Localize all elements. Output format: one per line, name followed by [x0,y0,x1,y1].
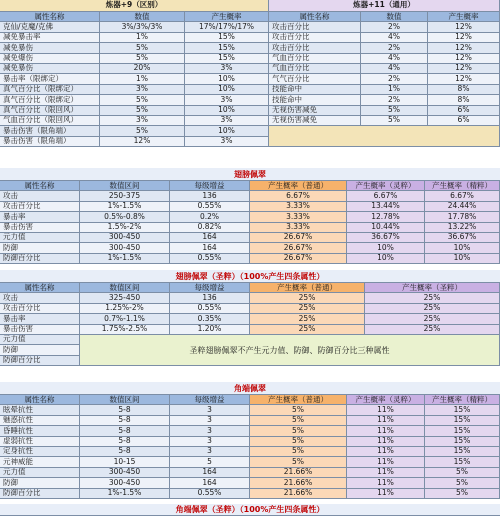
cell: 攻击 [0,191,80,201]
table-row [0,304,500,314]
cell: 12.78% [347,212,425,222]
col-header: 数值区间 [80,283,170,293]
cell: 虚弱抗性 [0,437,80,447]
table-row [0,254,500,264]
cell: 11% [347,468,425,478]
cell: 元神威能 [0,457,80,467]
table-row [269,22,500,32]
table-row [269,116,500,126]
cell: 3% [185,64,269,74]
table-row [0,468,500,478]
cell: 眩晕抗性 [0,405,80,415]
cell: 2% [361,74,428,84]
cell: 3% [185,116,269,126]
col-header: 属性名称 [269,12,361,22]
cell: 25% [250,325,365,335]
col-header: 数值区间 [80,181,170,191]
table-row [0,233,500,243]
cell: 21.66% [250,489,347,499]
cell: 3% [100,116,185,126]
cell: 250-375 [80,191,170,201]
cell: 17.78% [425,212,500,222]
cell: 昏睡抗性 [0,426,80,436]
table-row [0,489,500,499]
col-header: 产生概率（圣粹） [365,283,500,293]
cell: 1%-1.5% [80,489,170,499]
table-row [0,243,500,253]
table-row [0,95,269,105]
cell: 5-8 [80,416,170,426]
cell: 12% [428,54,500,64]
header-row [0,283,500,293]
cell: 5% [100,43,185,53]
cell: 26.67% [250,233,347,243]
cell: 1% [100,74,185,84]
table-row [269,85,500,95]
cell: 1.25%-2% [80,304,170,314]
cell: 5-8 [80,426,170,436]
right-table-title: 炼器+11（通用） [269,0,500,12]
cell: 暴击伤害 [0,325,80,335]
blank-fill [269,126,500,147]
cell: 136 [170,191,250,201]
table-row [0,457,500,467]
cell: 300-450 [80,243,170,253]
cell: 11% [347,447,425,457]
col-header: 产生概率 [428,12,500,22]
section-title: 角端佩翠 [0,382,500,395]
col-header: 属性名称 [0,12,100,22]
right-table-body [269,22,500,147]
cell: 3.33% [250,223,347,233]
cell: 1.75%-2.5% [80,325,170,335]
cell: 25% [250,304,365,314]
cell: 攻击百分比 [0,304,80,314]
cell: 0.35% [170,314,250,324]
cell: 防御 [0,243,80,253]
cell: 克仙/克魔/克佛 [0,22,100,32]
cell: 3.33% [250,212,347,222]
top-header-row [0,12,500,22]
table-row [0,106,269,116]
table-row [0,437,500,447]
cell: 21.66% [250,468,347,478]
cell: 15% [425,426,500,436]
cell: 10-15 [80,457,170,467]
cell: 0.55% [170,202,250,212]
cell: 0.82% [170,223,250,233]
cell: 11% [347,405,425,415]
table-row [269,106,500,116]
cell: 减免爆伤 [0,54,100,64]
cell: 防御 [0,478,80,488]
table-row [0,126,269,136]
cell: 11% [347,437,425,447]
cell: 10% [425,254,500,264]
cell: 定身抗性 [0,447,80,457]
cell: 攻击百分比 [269,43,361,53]
cell: 4% [361,64,428,74]
cell: 13.22% [425,223,500,233]
cell: 5% [250,416,347,426]
cell: 11% [347,489,425,499]
cell: 12% [428,74,500,84]
col-header: 产生概率（灵粹） [347,395,425,405]
cell: 25% [250,314,365,324]
top-title-row [0,0,500,12]
cell: 3 [170,437,250,447]
cell: 11% [347,457,425,467]
cell: 5% [100,95,185,105]
left-table-title: 炼器+9（区别） [0,0,269,12]
cell: 减免暴伤 [0,64,100,74]
col-header: 属性名称 [0,395,80,405]
cell: 25% [365,314,500,324]
cell: 暴击伤害 [0,223,80,233]
cell: 1.5%-2% [80,223,170,233]
table-row [0,22,269,32]
cell: 26.67% [250,254,347,264]
wing-section [0,168,500,270]
cell: 5% [425,489,500,499]
table-row [0,447,500,457]
cell: 0.55% [170,254,250,264]
table-row [0,405,500,415]
table-row [269,64,500,74]
cell: 15% [185,33,269,43]
col-header: 产生概率 [185,12,269,22]
cell: 防御百分比 [0,356,80,366]
wing-holy-section [0,270,500,382]
cell: 气血百分比 [269,54,361,64]
table-row [0,64,269,74]
header-row [0,395,500,405]
left-table-body [0,22,269,147]
cell: 15% [425,437,500,447]
cell: 3 [170,416,250,426]
cell: 11% [347,416,425,426]
cell: 17%/17%/17% [185,22,269,32]
cell: 164 [170,478,250,488]
cell: 3%/3%/3% [100,22,185,32]
cell: 3 [170,447,250,457]
cell: 15% [425,416,500,426]
table-row [269,74,500,84]
cell: 25% [250,293,365,303]
cell: 5% [250,437,347,447]
cell: 10.44% [347,223,425,233]
cell: 0.55% [170,489,250,499]
cell: 325-450 [80,293,170,303]
cell: 攻击百分比 [269,33,361,43]
cell: 164 [170,243,250,253]
cell: 5% [361,116,428,126]
cell: 4% [361,54,428,64]
cell: 10% [185,85,269,95]
cell: 真气百分比（限绑定） [0,95,100,105]
cell: 防御 [0,345,80,355]
col-header: 每级增益 [170,395,250,405]
cell: 3% [100,85,185,95]
cell: 5% [250,457,347,467]
cell: 无视伤害减免 [269,106,361,116]
table-row [0,74,269,84]
col-header: 数值区间 [80,395,170,405]
cell: 真气百分比（限绑定） [0,85,100,95]
col-header: 每级增益 [170,283,250,293]
table-row [0,54,269,64]
cell: 12% [428,33,500,43]
cell: 15% [425,447,500,457]
table-row [0,85,269,95]
cell: 防御百分比 [0,254,80,264]
cell: 气血百分比（限回风） [0,116,100,126]
table-row [0,191,500,201]
cell: 元力值 [0,468,80,478]
note-text: 圣粹翅膀佩翠不产生元力值、防御、防御百分比三种属性 [80,335,500,366]
cell: 12% [428,43,500,53]
cell: 0.55% [170,304,250,314]
table-row [0,356,80,366]
cell: 技能命中 [269,95,361,105]
cell: 300-450 [80,468,170,478]
cell: 1% [100,33,185,43]
cell: 164 [170,233,250,243]
header-row [0,181,500,191]
table-row [269,33,500,43]
cell: 1% [361,85,428,95]
section-title: 翅膀佩翠（圣粹）（100%产生四条属性） [0,270,500,283]
cell: 20% [100,64,185,74]
col-header: 产生概率（普通） [250,395,347,405]
cell: 10% [185,126,269,136]
cell: 5% [250,426,347,436]
cell: 6% [428,116,500,126]
section-title: 角端佩翠（圣粹）（100%产生四条属性） [0,504,500,516]
cell: 1%-1.5% [80,254,170,264]
cell: 3% [185,137,269,147]
cell: 攻击 [0,293,80,303]
cell: 3.33% [250,202,347,212]
col-header: 产生概率（普通） [250,181,347,191]
cell: 300-450 [80,478,170,488]
cell: 25% [365,304,500,314]
cell: 元力值 [0,233,80,243]
cell: 暴击伤害（限角端） [0,126,100,136]
cell: 12% [428,22,500,32]
cell: 10% [347,254,425,264]
table-row [0,293,500,303]
table-row [0,43,269,53]
cell: 8% [428,95,500,105]
cell: 164 [170,468,250,478]
cell: 防御百分比 [0,489,80,499]
cell: 8% [428,85,500,95]
cell: 6.67% [250,191,347,201]
cell: 25% [365,325,500,335]
cell: 真气百分比（限回风） [0,106,100,116]
table-row [0,478,500,488]
cell: 15% [185,43,269,53]
cell: 10% [347,243,425,253]
cell: 5-8 [80,437,170,447]
cell: 3 [170,405,250,415]
col-header: 属性名称 [0,283,80,293]
cell: 10% [425,243,500,253]
cell: 36.67% [425,233,500,243]
cell: 1%-1.5% [80,202,170,212]
cell: 暴击率 [0,212,80,222]
cell: 5% [361,106,428,116]
table-row [0,416,500,426]
cell: 300-450 [80,233,170,243]
table-row [269,54,500,64]
cell: 10% [185,74,269,84]
top-section [0,0,500,168]
cell: 136 [170,293,250,303]
col-header: 产生概率（普通） [250,283,365,293]
cell: 5% [250,405,347,415]
cell: 15% [425,405,500,415]
table-row [269,43,500,53]
cell: 5% [100,126,185,136]
cell: 魅惑抗性 [0,416,80,426]
cell: 4% [361,33,428,43]
table-row [0,325,500,335]
cell: 6% [428,106,500,116]
cell: 6.67% [425,191,500,201]
cell: 0.2% [170,212,250,222]
cell: 5 [170,457,250,467]
cell: 元力值 [0,335,80,345]
cell: 5-8 [80,405,170,415]
cell: 1.20% [170,325,250,335]
cell: 5% [100,54,185,64]
cell: 12% [100,137,185,147]
cell: 攻击百分比 [0,202,80,212]
cell: 21.66% [250,478,347,488]
cell: 气气百分比 [269,74,361,84]
cell: 11% [347,426,425,436]
table-row [0,137,269,147]
col-header: 产生概率（精粹） [425,181,500,191]
cell: 攻击百分比 [269,22,361,32]
cell: 暴击率 [0,314,80,324]
cell: 暴击率（限绑定） [0,74,100,84]
table-row [0,202,500,212]
cell: 24.44% [425,202,500,212]
horn-holy-section [0,504,500,516]
table-row [0,33,269,43]
cell: 26.67% [250,243,347,253]
cell: 6.67% [347,191,425,201]
cell: 5% [425,478,500,488]
col-header: 产生概率（灵粹） [347,181,425,191]
cell: 气血百分比 [269,64,361,74]
table-row [0,223,500,233]
cell: 5-8 [80,447,170,457]
cell: 无视伤害减免 [269,116,361,126]
col-header: 数值 [100,12,185,22]
col-header: 数值 [361,12,428,22]
cell: 5% [100,106,185,116]
cell: 3 [170,426,250,436]
top-body [0,22,500,147]
cell: 5% [250,447,347,457]
cell: 15% [185,54,269,64]
cell: 0.5%-0.8% [80,212,170,222]
col-header: 产生概率（精粹） [425,395,500,405]
cell: 10% [185,106,269,116]
cell: 2% [361,95,428,105]
cell: 2% [361,43,428,53]
table-row [0,212,500,222]
extra-label-col [0,335,80,366]
cell: 2% [361,22,428,32]
col-header: 属性名称 [0,181,80,191]
cell: 减免暴伤 [0,43,100,53]
table-row [0,335,80,345]
cell: 12% [428,64,500,74]
cell: 减免暴击率 [0,33,100,43]
table-row [0,116,269,126]
table-row [0,314,500,324]
horn-section [0,382,500,504]
table-row [269,95,500,105]
note-block [0,335,500,366]
table-row [0,426,500,436]
cell: 15% [425,457,500,467]
cell: 5% [425,468,500,478]
cell: 0.7%-1.1% [80,314,170,324]
cell: 25% [365,293,500,303]
cell: 36.67% [347,233,425,243]
cell: 技能命中 [269,85,361,95]
cell: 3% [185,95,269,105]
cell: 13.44% [347,202,425,212]
section-title: 翅膀佩翠 [0,168,500,181]
cell: 11% [347,478,425,488]
cell: 暴击伤害（限角端） [0,137,100,147]
table-row [0,345,80,355]
col-header: 每级增益 [170,181,250,191]
